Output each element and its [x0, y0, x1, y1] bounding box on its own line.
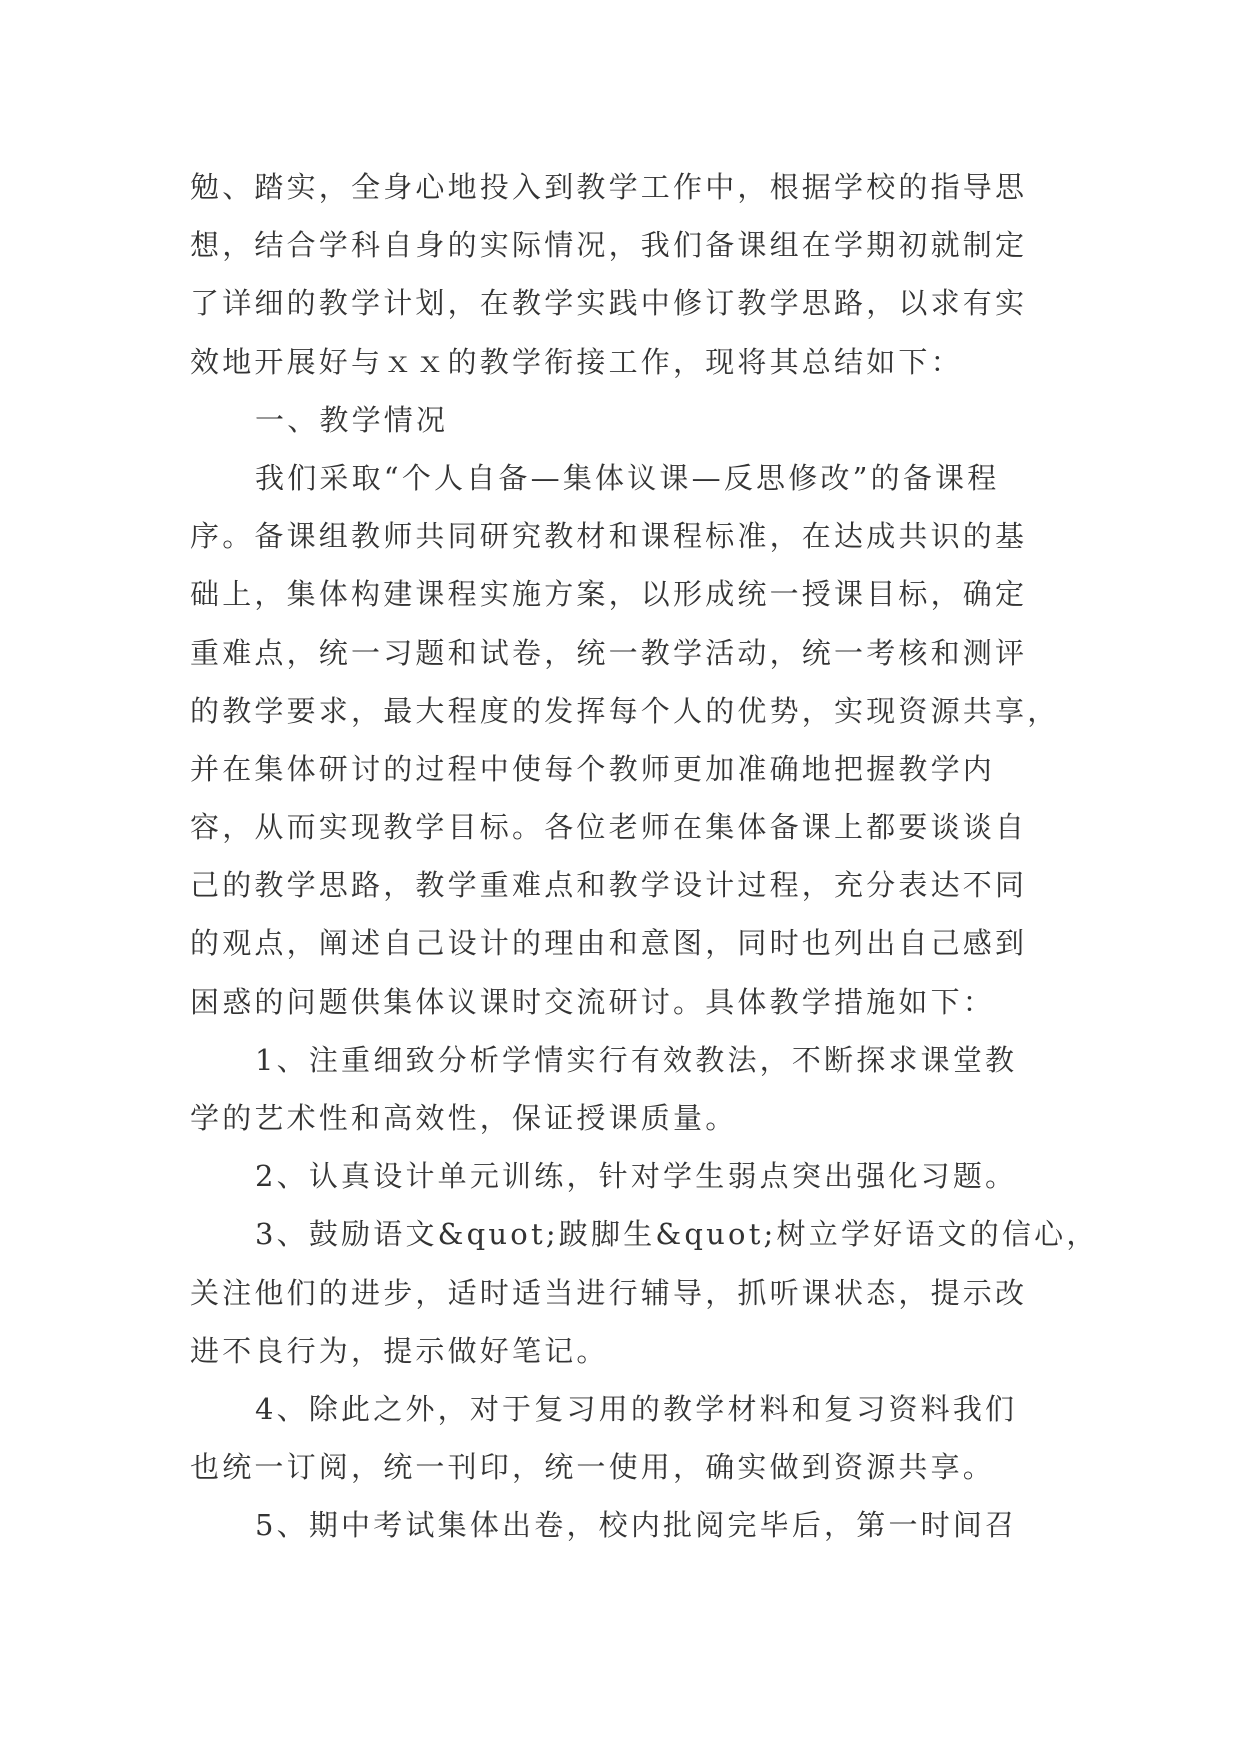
text-line: 了详细的教学计划，在教学实践中修订教学思路，以求有实	[190, 286, 1028, 321]
text-line: 容，从而实现教学目标。各位老师在集体备课上都要谈谈自	[190, 810, 1028, 845]
text-line: 效地开展好与ｘｘ的教学衔接工作，现将其总结如下：	[190, 344, 963, 379]
text-line: 勉、踏实，全身心地投入到教学工作中，根据学校的指导思	[190, 170, 1028, 204]
text-line: 学的艺术性和高效性，保证授课质量。	[190, 1101, 738, 1135]
text-line: 并在集体研讨的过程中使每个教师更加准确地把握教学内	[190, 751, 996, 786]
list-item-4: 4、除此之外，对于复习用的教学材料和复习资料我们	[255, 1391, 1018, 1426]
list-item-3: 3、鼓励语文&quot;跛脚生&quot;树立学好语文的信心，	[255, 1217, 1099, 1252]
section-heading: 一、教学情况	[255, 402, 449, 437]
text-line: 关注他们的进步，适时适当进行辅导，抓听课状态，提示改	[190, 1275, 1028, 1310]
text-line: 我们采取“个人自备—集体议课—反思修改”的备课程	[255, 460, 1000, 495]
list-item-5: 5、期中考试集体出卷，校内批阅完毕后，第一时间召	[255, 1508, 1018, 1543]
text-line: 进不良行为，提示做好笔记。	[190, 1333, 609, 1368]
text-line: 的观点，阐述自己设计的理由和意图，同时也列出自己感到	[190, 926, 1028, 961]
text-line: 困惑的问题供集体议课时交流研讨。具体教学措施如下：	[190, 984, 996, 1019]
text-line: 重难点，统一习题和试卷，统一教学活动，统一考核和测评	[190, 635, 1028, 670]
text-line: 序。备课组教师共同研究教材和课程标准，在达成共识的基	[190, 519, 1028, 554]
text-line: 的教学要求，最大程度的发挥每个人的优势，实现资源共享，	[190, 693, 1060, 728]
document-body	[190, 158, 1099, 1555]
text-line: 也统一订阅，统一刊印，统一使用，确实做到资源共享。	[190, 1450, 996, 1485]
list-item-2: 2、认真设计单元训练，针对学生弱点突出强化习题。	[255, 1159, 1018, 1194]
text-line: 己的教学思路，教学重难点和教学设计过程，充分表达不同	[190, 868, 1028, 903]
list-item-1: 1、注重细致分析学情实行有效教法，不断探求课堂教	[255, 1042, 1018, 1077]
text-line: 想，结合学科自身的实际情况，我们备课组在学期初就制定	[190, 228, 1028, 263]
text-line: 础上，集体构建课程实施方案，以形成统一授课目标，确定	[190, 577, 1028, 612]
